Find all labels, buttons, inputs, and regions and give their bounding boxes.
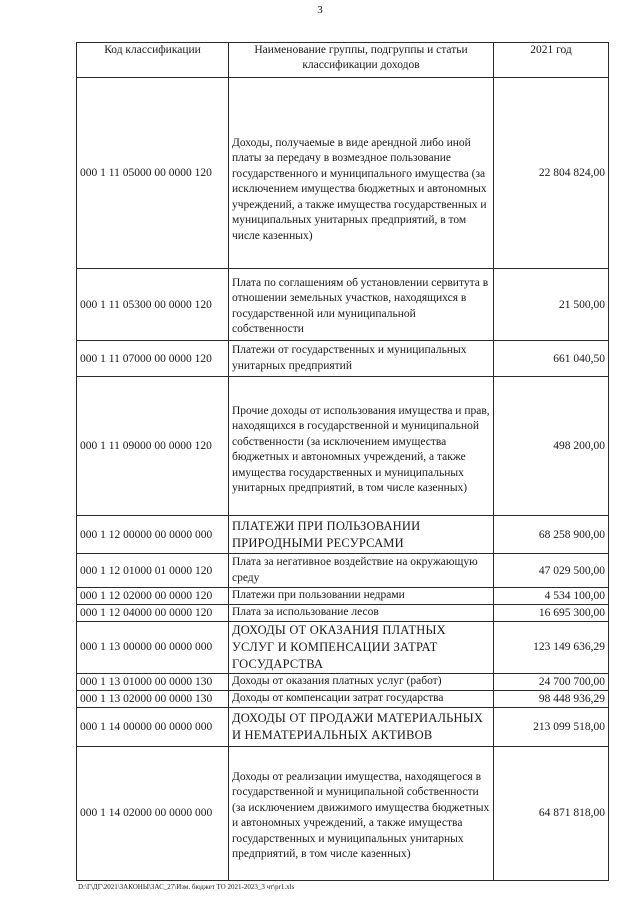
row-name: Прочие доходы от использования имущества и прав, находящихся в государственной и муниципальной собственности (за исключением имущества бюджетных и автономных учреждений, а также имущества государственных и муниципальных унитарных предприятий, в том числе казенных): [229, 377, 494, 516]
row-amount: 68 258 900,00: [494, 516, 609, 554]
row-amount: 16 695 300,00: [494, 604, 609, 621]
row-code: 000 1 13 02000 00 0000 130: [77, 690, 229, 707]
table-row: [77, 690, 609, 707]
table-row: [77, 554, 609, 588]
row-name: Платежи от государственных и муниципальных унитарных предприятий: [229, 341, 494, 377]
row-name: Доходы от компенсации затрат государства: [229, 690, 494, 707]
row-code: 000 1 12 00000 00 0000 000: [77, 516, 229, 554]
table-row: [77, 377, 609, 516]
row-code: 000 1 11 07000 00 0000 120: [77, 341, 229, 377]
row-code: 000 1 12 04000 00 0000 120: [77, 604, 229, 621]
row-amount: 98 448 936,29: [494, 690, 609, 707]
row-amount: 4 534 100,00: [494, 588, 609, 605]
table-row: [77, 516, 609, 554]
row-amount: 213 099 518,00: [494, 707, 609, 746]
row-code: 000 1 13 01000 00 0000 130: [77, 673, 229, 690]
table-row: [77, 341, 609, 377]
table-row: [77, 78, 609, 269]
row-name: Плата за негативное воздействие на окружающую среду: [229, 554, 494, 588]
row-code: 000 1 14 00000 00 0000 000: [77, 707, 229, 746]
row-code: 000 1 12 02000 00 0000 120: [77, 588, 229, 605]
table-header-row: [77, 43, 609, 78]
row-amount: 661 040,50: [494, 341, 609, 377]
row-name: Доходы от оказания платных услуг (работ): [229, 673, 494, 690]
header-amount: 2021 год: [494, 43, 609, 78]
row-amount: 498 200,00: [494, 377, 609, 516]
table-row: [77, 746, 609, 880]
table-row: [77, 269, 609, 341]
file-path-footer: D:\Г\ДГ\2021\ЗАКОНЫ\ЗАС_27\Изм. бюджет ТО 2021-2023_3 чт\pr1.xls: [78, 883, 295, 891]
header-name: Наименование группы, подгруппы и статьи классификации доходов: [229, 43, 494, 78]
row-name: ДОХОДЫ ОТ ОКАЗАНИЯ ПЛАТНЫХ УСЛУГ И КОМПЕНСАЦИИ ЗАТРАТ ГОСУДАРСТВА: [229, 621, 494, 673]
row-amount: 24 700 700,00: [494, 673, 609, 690]
row-name: Плата по соглашениям об установлении сервитута в отношении земельных участков, находящихся в государственной или муниципальной собственности: [229, 269, 494, 341]
row-amount: 123 149 636,29: [494, 621, 609, 673]
row-code: 000 1 11 05300 00 0000 120: [77, 269, 229, 341]
table-row: [77, 673, 609, 690]
row-name: Доходы, получаемые в виде арендной либо иной платы за передачу в возмездное пользование государственного и муниципального имущества (за исключением имущества бюджетных и автономных учреждений, а также имущества государственных и муниципальных унитарных предприятий, в том числе казенных): [229, 78, 494, 269]
row-name: Плата за использование лесов: [229, 604, 494, 621]
page-number: 3: [317, 4, 323, 16]
row-name: Платежи при пользовании недрами: [229, 588, 494, 605]
row-code: 000 1 13 00000 00 0000 000: [77, 621, 229, 673]
row-code: 000 1 14 02000 00 0000 000: [77, 746, 229, 880]
header-code: Код классификации: [77, 43, 229, 78]
table-row: [77, 707, 609, 746]
table-row: [77, 588, 609, 605]
row-code: 000 1 12 01000 01 0000 120: [77, 554, 229, 588]
table-row: [77, 621, 609, 673]
row-amount: 22 804 824,00: [494, 78, 609, 269]
row-amount: 21 500,00: [494, 269, 609, 341]
row-code: 000 1 11 05000 00 0000 120: [77, 78, 229, 269]
row-name: ПЛАТЕЖИ ПРИ ПОЛЬЗОВАНИИ ПРИРОДНЫМИ РЕСУРСАМИ: [229, 516, 494, 554]
row-name: Доходы от реализации имущества, находящегося в государственной и муниципальной собственности (за исключением движимого имущества бюджетных и автономных учреждений, а также имущества государственных и муниципальных унитарных предприятий, в том числе казенных): [229, 746, 494, 880]
revenue-table: [76, 42, 609, 881]
row-amount: 47 029 500,00: [494, 554, 609, 588]
row-name: ДОХОДЫ ОТ ПРОДАЖИ МАТЕРИАЛЬНЫХ И НЕМАТЕРИАЛЬНЫХ АКТИВОВ: [229, 707, 494, 746]
row-code: 000 1 11 09000 00 0000 120: [77, 377, 229, 516]
row-amount: 64 871 818,00: [494, 746, 609, 880]
table-row: [77, 604, 609, 621]
